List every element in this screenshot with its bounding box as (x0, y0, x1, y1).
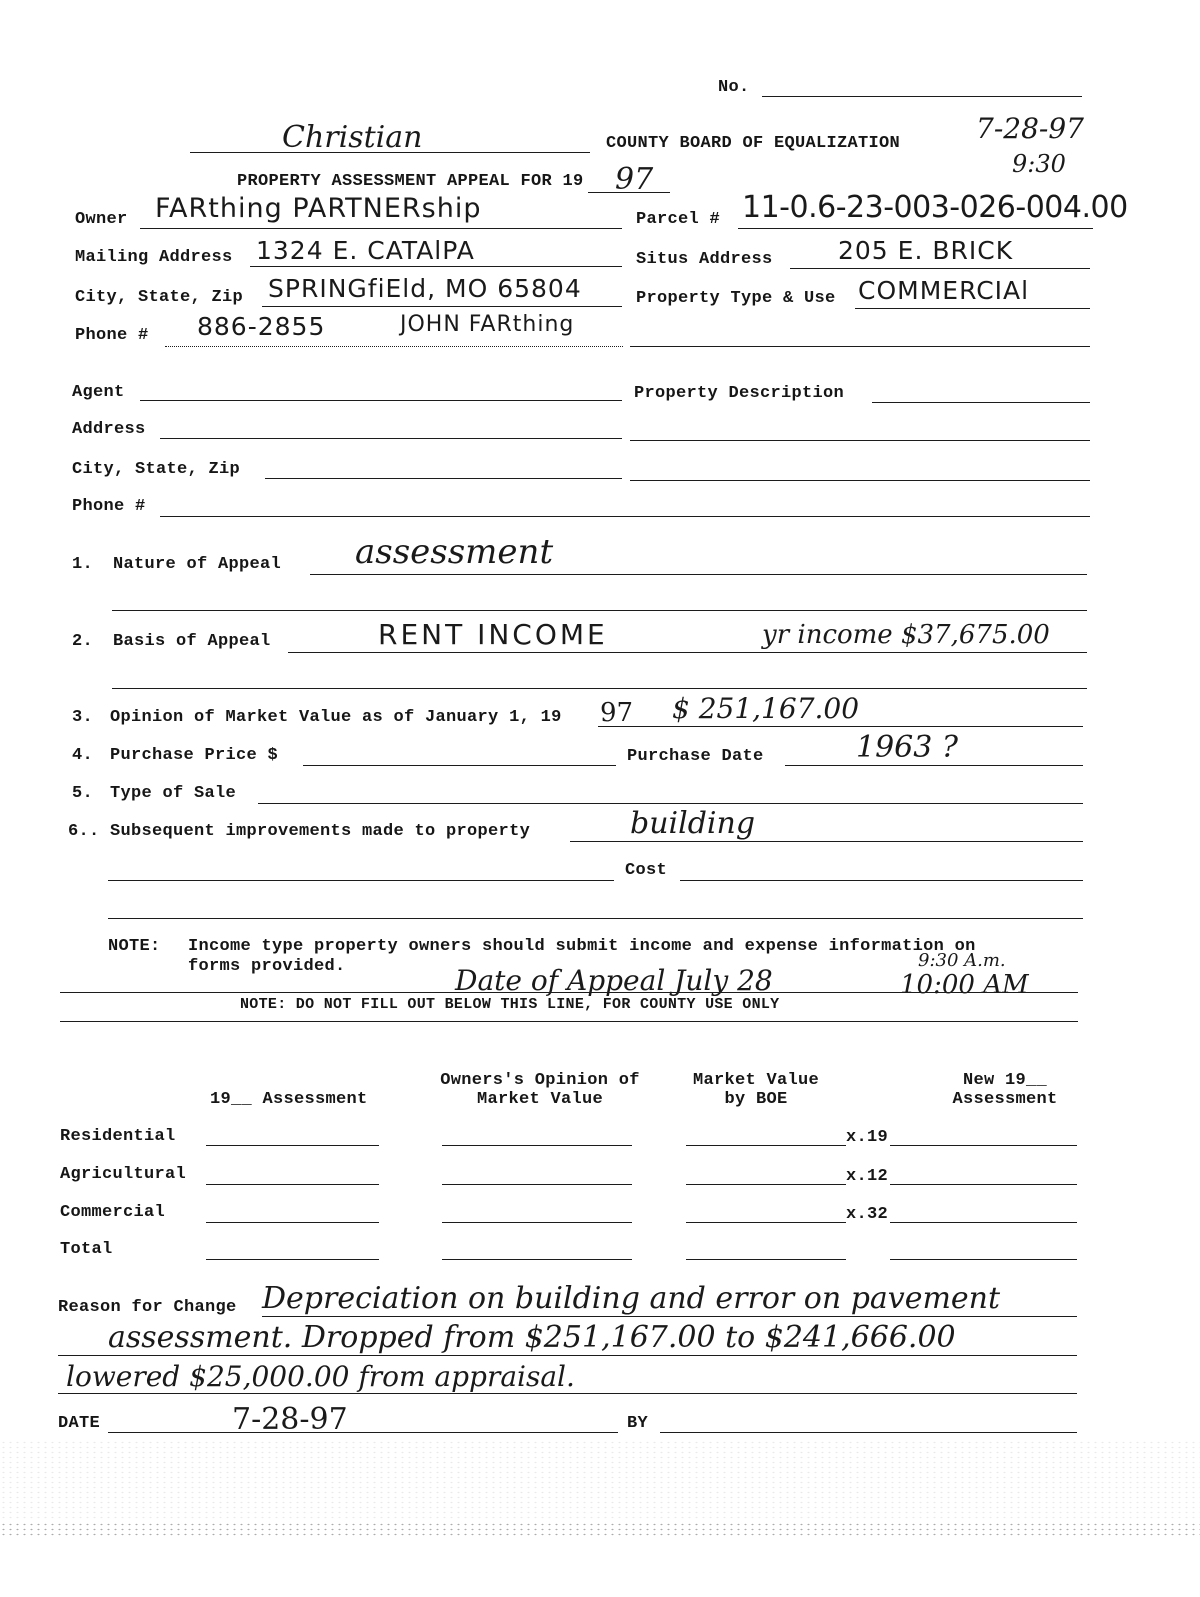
row-residential-label: Residential (60, 1127, 176, 1146)
pdesc-label: Property Description (634, 384, 845, 403)
pdesc-field-3[interactable] (630, 480, 1090, 481)
residential-market-field[interactable] (686, 1145, 846, 1146)
reason-label: Reason for Change (58, 1298, 237, 1317)
col-assessment-header: 19__ Assessment (210, 1090, 368, 1109)
by-field[interactable] (660, 1432, 1077, 1433)
cost-label: Cost (625, 861, 668, 880)
item1-field[interactable] (310, 574, 1087, 575)
appeal-year: 97 (615, 162, 654, 197)
ptype-field[interactable] (855, 308, 1090, 309)
cost-field[interactable] (680, 880, 1083, 881)
reason-line2: assessment. Dropped from $251,167.00 to $241,666.00 (108, 1320, 956, 1355)
total-opinion-field[interactable] (442, 1259, 632, 1260)
phone-label: Phone # (75, 326, 149, 345)
col-new-assessment-header-2: Assessment (952, 1090, 1058, 1109)
note-label: NOTE: (108, 937, 161, 956)
item5-label: Type of Sale (110, 784, 237, 803)
item6-field-2[interactable] (108, 880, 614, 881)
item2-label: Basis of Appeal (113, 632, 271, 651)
stamp-time: 9:30 (1012, 150, 1066, 178)
date-value: 7-28-97 (232, 1402, 348, 1437)
county-use-note: NOTE: DO NOT FILL OUT BELOW THIS LINE, FOR COUNTY USE ONLY (240, 996, 780, 1013)
appeal-year-field[interactable] (588, 192, 670, 193)
situs-value: 205 E. BRICK (838, 236, 1014, 265)
reason-field[interactable] (262, 1316, 1077, 1317)
appeal-title: PROPERTY ASSESSMENT APPEAL FOR 19 (237, 172, 584, 191)
agricultural-assessment-field[interactable] (206, 1184, 379, 1185)
item2-field[interactable] (288, 652, 1087, 653)
note-line1: Income type property owners should submit income and expense information on (188, 937, 976, 956)
note-line2: forms provided. (188, 957, 346, 976)
county-cut-line-2 (60, 1021, 1078, 1022)
total-assessment-field[interactable] (206, 1259, 379, 1260)
commercial-new-field[interactable] (890, 1222, 1077, 1223)
item1-field-2[interactable] (112, 610, 1087, 611)
date-of-appeal: Date of Appeal July 28 (455, 964, 773, 997)
agent-phone-label: Phone # (72, 497, 146, 516)
appeal-time-top: 9:30 A.m. (918, 950, 1006, 971)
county-cut-line (60, 992, 1078, 993)
col-market-value-header-2: by BOE (724, 1090, 788, 1109)
item5-num: 5. (72, 784, 94, 803)
total-new-field[interactable] (890, 1259, 1077, 1260)
owner-field[interactable] (140, 228, 622, 229)
city-field[interactable] (262, 306, 622, 307)
scan-noise-band (0, 1522, 1200, 1538)
row-agricultural-label: Agricultural (60, 1165, 187, 1184)
item4-date-value: 1963 ? (856, 730, 958, 765)
parcel-value: 11-0.6-23-003-026-004.00 (742, 190, 1128, 225)
reason-field-2[interactable] (58, 1355, 1077, 1356)
item6-label: Subsequent improvements made to property (110, 822, 531, 841)
pdesc-field[interactable] (872, 402, 1090, 403)
item2-value: RENT INCOME (378, 618, 608, 651)
col-owner-opinion-header-2: Market Value (476, 1090, 604, 1109)
scan-noise (0, 1440, 1200, 1520)
reason-line3: lowered $25,000.00 from appraisal. (66, 1360, 575, 1393)
pdesc-field-2[interactable] (630, 440, 1090, 441)
owner-label: Owner (75, 210, 128, 229)
agent-phone-field[interactable] (160, 516, 1090, 517)
reason-line1: Depreciation on building and error on pavement (262, 1281, 1001, 1316)
agent-address-label: Address (72, 420, 146, 439)
item4-date-field[interactable] (785, 765, 1083, 766)
row-commercial-label: Commercial (60, 1203, 166, 1222)
county-field[interactable] (190, 152, 590, 153)
item3-label: Opinion of Market Value as of January 1, 19 (110, 708, 562, 727)
agent-city-label: City, State, Zip (72, 460, 241, 479)
item4-date-label: Purchase Date (627, 747, 764, 766)
phone-name: JOHN FARthing (400, 312, 575, 337)
board-title: COUNTY BOARD OF EQUALIZATION (606, 134, 901, 153)
item1-label: Nature of Appeal (113, 555, 282, 574)
ptype-value: COMMERCIAl (858, 276, 1030, 305)
phone-value: 886-2855 (197, 312, 326, 341)
parcel-field[interactable] (738, 228, 1093, 229)
mailing-field[interactable] (250, 266, 622, 267)
no-field[interactable] (762, 96, 1082, 97)
item6-value: building (630, 806, 756, 841)
residential-multiplier: x.19 (846, 1128, 889, 1147)
item4-price-field[interactable] (303, 765, 616, 766)
agricultural-new-field[interactable] (890, 1184, 1077, 1185)
item2-num: 2. (72, 632, 94, 651)
col-market-value-header: Market Value (692, 1071, 820, 1090)
item6-field[interactable] (570, 841, 1083, 842)
item3-value: $ 251,167.00 (672, 692, 860, 725)
commercial-assessment-field[interactable] (206, 1222, 379, 1223)
item3-num: 3. (72, 708, 94, 727)
reason-field-3[interactable] (58, 1393, 1077, 1394)
row-total-label: Total (60, 1240, 113, 1259)
item2-extra: yr income $37,675.00 (762, 620, 1050, 650)
commercial-market-field[interactable] (686, 1222, 846, 1223)
agent-city-field[interactable] (265, 478, 622, 479)
no-label: No. (718, 78, 750, 97)
appeal-time-bottom: 10:00 AM (900, 970, 1029, 1000)
item4-label: Purchase Price $ (110, 746, 279, 765)
residential-opinion-field[interactable] (442, 1145, 632, 1146)
item1-value: assessment (355, 532, 554, 572)
date-field[interactable] (108, 1432, 618, 1433)
mailing-label: Mailing Address (75, 248, 233, 267)
commercial-opinion-field[interactable] (442, 1222, 632, 1223)
item4-num: 4. (72, 746, 94, 765)
item1-num: 1. (72, 555, 94, 574)
item5-field[interactable] (258, 803, 1083, 804)
mailing-value: 1324 E. CATAlPA (256, 236, 475, 265)
residential-new-field[interactable] (890, 1145, 1077, 1146)
agricultural-market-field[interactable] (686, 1184, 846, 1185)
item3-field[interactable] (598, 726, 1083, 727)
by-label: BY (627, 1414, 649, 1433)
agricultural-opinion-field[interactable] (442, 1184, 632, 1185)
total-market-field[interactable] (686, 1259, 846, 1260)
item6-field-3[interactable] (108, 918, 1083, 919)
agent-label: Agent (72, 383, 125, 402)
situs-field[interactable] (790, 268, 1090, 269)
county-name: Christian (282, 120, 423, 155)
agent-field[interactable] (140, 400, 622, 401)
item3-year: 97 (600, 698, 634, 728)
col-new-assessment-header: New 19__ (962, 1071, 1047, 1090)
situs-label: Situs Address (636, 250, 773, 269)
date-label: DATE (58, 1414, 101, 1433)
col-owner-opinion-header: Owners's Opinion of (440, 1071, 640, 1090)
agent-address-field[interactable] (160, 438, 622, 439)
ptype-label: Property Type & Use (636, 289, 836, 308)
stamp-date: 7-28-97 (976, 112, 1084, 145)
commercial-multiplier: x.32 (846, 1205, 889, 1224)
phone-field[interactable] (165, 346, 623, 347)
agricultural-multiplier: x.12 (846, 1167, 889, 1186)
residential-assessment-field[interactable] (206, 1145, 379, 1146)
city-value: SPRINGfiEld, MO 65804 (268, 274, 582, 303)
owner-value: FARthing PARTNERship (155, 193, 482, 224)
parcel-label: Parcel # (636, 210, 721, 229)
city-label: City, State, Zip (75, 288, 244, 307)
item2-field-2[interactable] (112, 688, 1087, 689)
ptype-field-2[interactable] (630, 346, 1090, 347)
item6-num: 6.. (68, 822, 100, 841)
